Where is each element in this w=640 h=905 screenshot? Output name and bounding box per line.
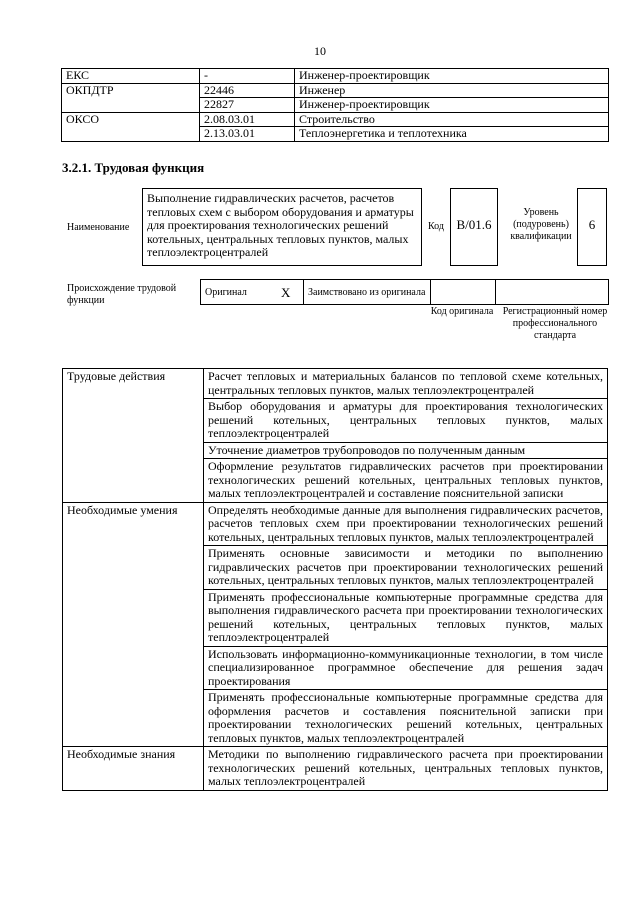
function-name-box: Выполнение гидравлических расчетов, расчетов тепловых схем с выбором оборудования и арматуры для проектирования технологических решений котельных, центральных тепловых пунктов, малых теплоэлектроцентралей [142,188,422,266]
table-cell: Инженер [295,83,609,98]
section-heading: 3.2.1. Трудовая функция [62,160,205,175]
table-row [63,369,608,399]
labor-action-item: Уточнение диаметров трубопроводов по полученным данным [204,442,608,459]
labor-action-item: Оформление результатов гидравлических расчетов при проектировании технологических решений котельных, центральных тепловых пунктов, малых теплоэлектроцентралей и составление пояснительной записки [204,459,608,503]
table-cell: 2.13.03.01 [200,127,295,142]
borrowed-label: Заимствовано из оригинала [304,280,431,305]
table-cell: Инженер-проектировщик [295,98,609,113]
registration-number-cell [496,280,609,305]
table-cell: Теплоэнергетика и теплотехника [295,127,609,142]
original-code-cell [431,280,496,305]
skill-item: Применять профессиональные компьютерные программные средства для выполнения гидравлического расчета при проектировании технологических решений котельных, центральных тепловых пунктов, малых теплоэлектроцентралей [204,589,608,646]
origin-label: Происхождение трудовой функции [67,283,177,306]
table-cell: Инженер-проектировщик [295,69,609,84]
skills-label: Необходимые умения [63,502,204,747]
knowledge-item: Методики по выполнению гидравлического расчета при проектировании технологических решений котельных, центральных тепловых пунктов, малых теплоэлектроцентралей [204,747,608,791]
table-cell: ЕКС [62,69,200,84]
code-label: Код [428,221,444,232]
function-details-table [62,368,608,791]
function-code-box: B/01.6 [450,188,498,266]
skill-item: Применять профессиональные компьютерные программные средства для оформления расчетов и составления пояснительной записки при проектировании технологических решений котельных, центральных тепловых пунктов, малых теплоэлектроцентралей [204,690,608,747]
original-code-caption: Код оригинала [430,306,494,317]
skill-item: Определять необходимые данные для выполнения гидравлических расчетов, расчетов тепловых схем при проектировании технологических решений котельных, центральных тепловых пунктов, малых теплоэлектроцентралей [204,502,608,546]
labor-action-item: Выбор оборудования и арматуры для проектирования технологических решений котельных, центральных тепловых пунктов, малых теплоэлектроцентралей [204,399,608,443]
knowledge-label: Необходимые знания [63,747,204,791]
table-row [63,747,608,791]
skill-item: Применять основные зависимости и методики по выполнению гидравлических расчетов при проектировании технологических решений котельных, центральных тепловых пунктов, малых теплоэлектроцентралей [204,546,608,590]
table-row [63,502,608,546]
registration-number-caption: Регистрационный номер профессионального стандарта [502,306,608,341]
qualification-level-label: Уровень (подуровень) квалификации [510,207,572,242]
qualification-level-box: 6 [577,188,607,266]
origin-table [200,279,609,305]
table-row [62,112,609,127]
labor-actions-label: Трудовые действия [63,369,204,503]
labor-action-item: Расчет тепловых и материальных балансов по тепловой схеме котельных, центральных тепловых пунктов, малых теплоэлектроцентралей [204,369,608,399]
table-row [62,83,609,98]
table-cell: 22827 [200,98,295,113]
table-cell: 2.08.03.01 [200,112,295,127]
reference-table [61,68,609,142]
table-cell: 22446 [200,83,295,98]
original-label: Оригинал [201,280,268,305]
table-row [201,280,609,305]
table-cell: ОКПДТР [62,83,200,112]
original-mark: X [267,280,304,305]
table-cell: ОКСО [62,112,200,141]
name-label: Наименование [67,222,130,233]
table-cell: - [200,69,295,84]
table-cell: Строительство [295,112,609,127]
page-number: 10 [314,44,326,58]
table-row [62,69,609,84]
skill-item: Использовать информационно-коммуникационные технологии, в том числе специализированное программное обеспечение для решения задач проектирования [204,646,608,690]
